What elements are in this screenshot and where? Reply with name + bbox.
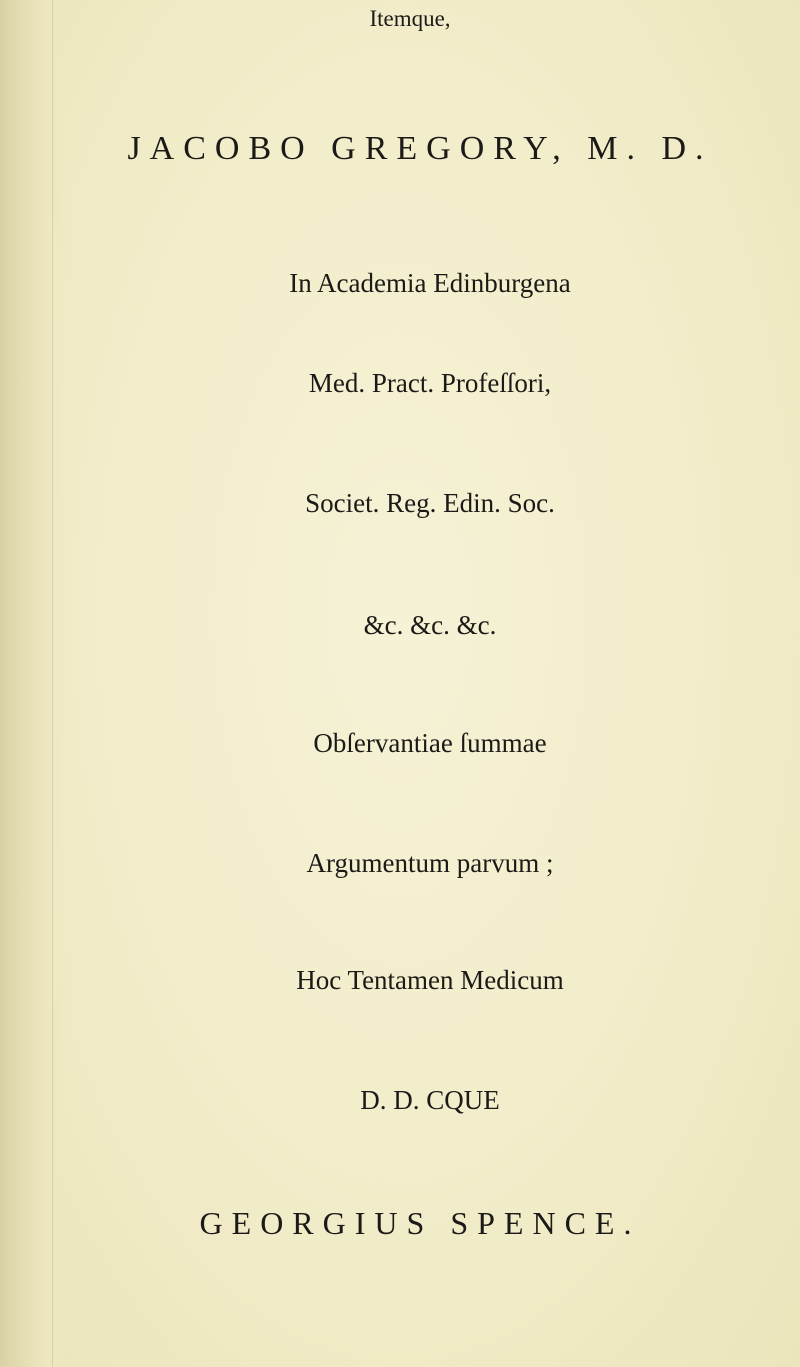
catchword: Itemque,: [369, 6, 451, 31]
dedication-line-argumentum: Argumentum parvum ;: [306, 848, 554, 878]
dedication-line-observantiae: Obſervantiae ſummae: [313, 728, 547, 758]
dedication-line-academia: In Academia Edinburgena: [289, 268, 571, 298]
dedication-line-ddcque: D. D. CQUE: [360, 1085, 500, 1115]
dedication-line-tentamen: Hoc Tentamen Medicum: [296, 965, 564, 995]
dedication-line-professor: Med. Pract. Profeſſori,: [308, 368, 552, 398]
binding-gutter-shadow: [0, 0, 70, 1367]
binding-fold-line: [52, 0, 53, 1367]
dedicatee-name: JACOBO GREGORY, M. D.: [127, 130, 713, 167]
dedication-line-society: Societ. Reg. Edin. Soc.: [305, 488, 555, 518]
author-name: GEORGIUS SPENCE.: [199, 1205, 641, 1241]
dedication-line-etc: &c. &c. &c.: [363, 610, 497, 640]
